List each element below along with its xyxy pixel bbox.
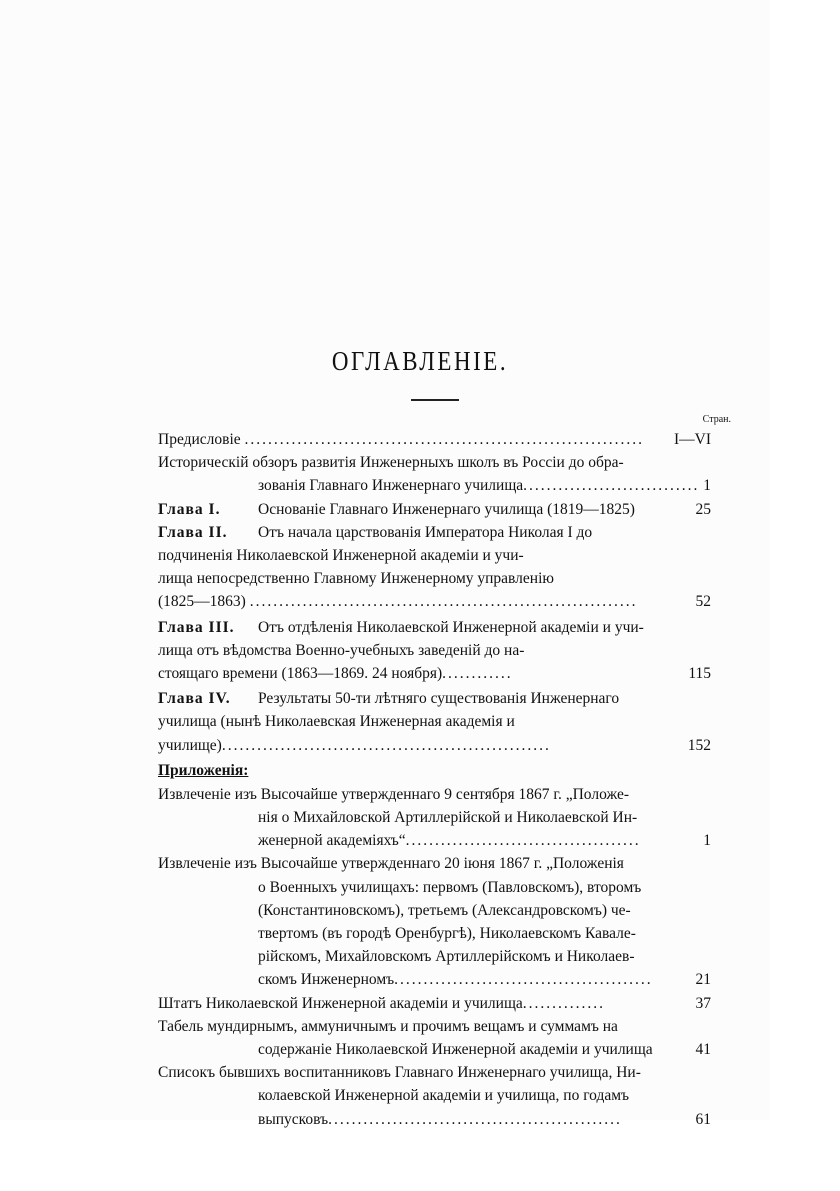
entry-text: Отъ начала царствованія Императора Николая I до [258,523,593,541]
chapter-label: Глава I. [158,500,221,518]
entry-text: Предисловіе [158,431,241,448]
title-rule [411,399,459,401]
page-number: 25 [695,500,711,518]
appendix-entry-4[interactable] [158,1015,711,1061]
table-of-contents [158,428,711,1131]
toc-entry-overview[interactable]: Историческій обзоръ развитія Инженерныхъ школъ въ Россіи до обра- зованія Главнаго Инженернаго училища.............................. 1 [158,451,711,497]
page-number: 115 [688,665,711,683]
appendix-entry-3[interactable]: Штатъ Николаевской Инженерной академіи и училища.............. 37 [158,992,711,1015]
page-number: 52 [695,593,711,611]
page-number: 61 [695,1110,711,1128]
entry-text: лища непосредственно Главному Инженерному управленію [158,570,554,588]
chapter-label: Глава III. [158,618,235,636]
entry-text: Результаты 50-ти лѣтняго существованія Инженернаго [258,690,620,708]
appendix-entry-1[interactable]: Извлеченіе изъ Высочайше утвержденнаго 9 сентября 1867 г. „Положе- нія о Михайловской Артиллерійской и Николаевской Ин- женерной академіяхъ“........................................ 1 [158,783,711,853]
entry-text: Штатъ Николаевской Инженерной академіи и училища [158,994,523,1012]
entry-text: нія о Михайловской Артиллерійской и Николаевской Ин- [258,809,638,827]
toc-entry-chapter-4[interactable]: Глава IV. Результаты 50-ти лѣтняго существованія Инженернаго училища (нынѣ Николаевская Инженерная академія и училище)........................................................ 152 [158,687,711,757]
entry-text: училища (нынѣ Николаевская Инженерная академія и [158,713,515,731]
page-number: 1 [703,477,711,495]
entry-text: скомъ Инженерномъ [258,971,395,989]
page-number: I—VI [673,431,711,448]
page-number: 37 [695,994,711,1012]
entry-text: подчиненія Николаевской Инженерной академіи и учи- [158,547,524,565]
entry-text: Табель мундирнымъ, аммуничнымъ и прочимъ вещамъ и суммамъ на [158,1017,618,1035]
page-number: 21 [695,971,711,989]
appendix-heading: Приложенія: [158,761,249,779]
toc-entry-chapter-3[interactable]: Глава III. Отъ отдѣленія Николаевской Инженерной академіи и учи- лища отъ вѣдомства Военно-учебныхъ заведеній до на- стоящаго времени (1863—1869. 24 ноября)............ 115 [158,616,711,686]
entry-text: содержаніе Николаевской Инженерной академіи и училища [258,1041,653,1059]
chapter-label: Глава II. [158,523,228,541]
entry-text: Списокъ бывшихъ воспитанниковъ Главнаго Инженернаго училища, Ни- [158,1064,641,1082]
entry-text: (1825—1863) [158,593,246,611]
page-title: ОГЛАВЛЕНІЕ. [331,346,509,376]
toc-entry-chapter-2[interactable]: Глава II. Отъ начала царствованія Императора Николая I до подчиненія Николаевской Инженерной академіи и учи- лища непосредственно Главному Инженерному управленію (1825—1863) .................................................................. 52 [158,521,711,614]
appendix-entry-2[interactable]: Извлеченіе изъ Высочайше утвержденнаго 20 іюня 1867 г. „Положенія о Военныхъ училищахъ: первомъ (Павловскомъ), второмъ (Константиновскомъ), третьемъ (Александровскомъ) че- твертомъ (въ городѣ Оренбургѣ), Николаевскомъ Кавале- рійскомъ, Михайловскомъ Артиллерійскомъ и Николаев- скомъ Инженерномъ............................................ 21 [158,852,711,991]
entry-text: Извлеченіе изъ Высочайше утвержденнаго 20 іюня 1867 г. „Положенія [158,855,624,873]
entry-text: Отъ отдѣленія Николаевской Инженерной академіи и учи- [258,618,644,636]
entry-text: зованія Главнаго Инженернаго училища [258,477,524,495]
page-column-label: Стран. [702,414,731,425]
page-number: 41 [695,1041,711,1059]
entry-text: колаевской Инженерной академіи и училища, по годамъ [258,1087,630,1105]
toc-entry-chapter-1[interactable] [158,498,711,521]
entry-text: лища отъ вѣдомства Военно-учебныхъ заведеній до на- [158,641,525,659]
entry-text: выпусковъ [258,1110,329,1128]
page-number: 1 [703,832,711,850]
entry-text: твертомъ (въ городѣ Оренбургѣ), Николаевскомъ Кавале- [258,925,636,943]
entry-text: женерной академіяхъ“ [258,832,406,850]
page-number: 152 [687,736,711,754]
entry-text: (Константиновскомъ), третьемъ (Александровскомъ) че- [258,901,631,919]
toc-entry-preface[interactable]: Предисловіе .................................................................... I—VI [158,428,711,451]
entry-text: рійскомъ, Михайловскомъ Артиллерійскомъ и Николаев- [258,948,635,966]
chapter-label: Глава IV. [158,690,231,708]
entry-text: училище) [158,736,222,754]
entry-text: Историческій обзоръ развитія Инженерныхъ школъ въ Россіи до обра- [158,454,624,472]
entry-text: Основаніе Главнаго Инженернаго училища (1819—1825) [258,500,635,518]
entry-text: о Военныхъ училищахъ: первомъ (Павловскомъ), второмъ [258,878,642,896]
entry-text: Извлеченіе изъ Высочайше утвержденнаго 9 сентября 1867 г. „Положе- [158,785,630,803]
entry-text: стоящаго времени (1863—1869. 24 ноября) [158,665,443,683]
appendix-entry-5[interactable]: Списокъ бывшихъ воспитанниковъ Главнаго Инженернаго училища, Ни- колаевской Инженерной академіи и училища, по годамъ выпусковъ.................................................. 61 [158,1061,711,1131]
